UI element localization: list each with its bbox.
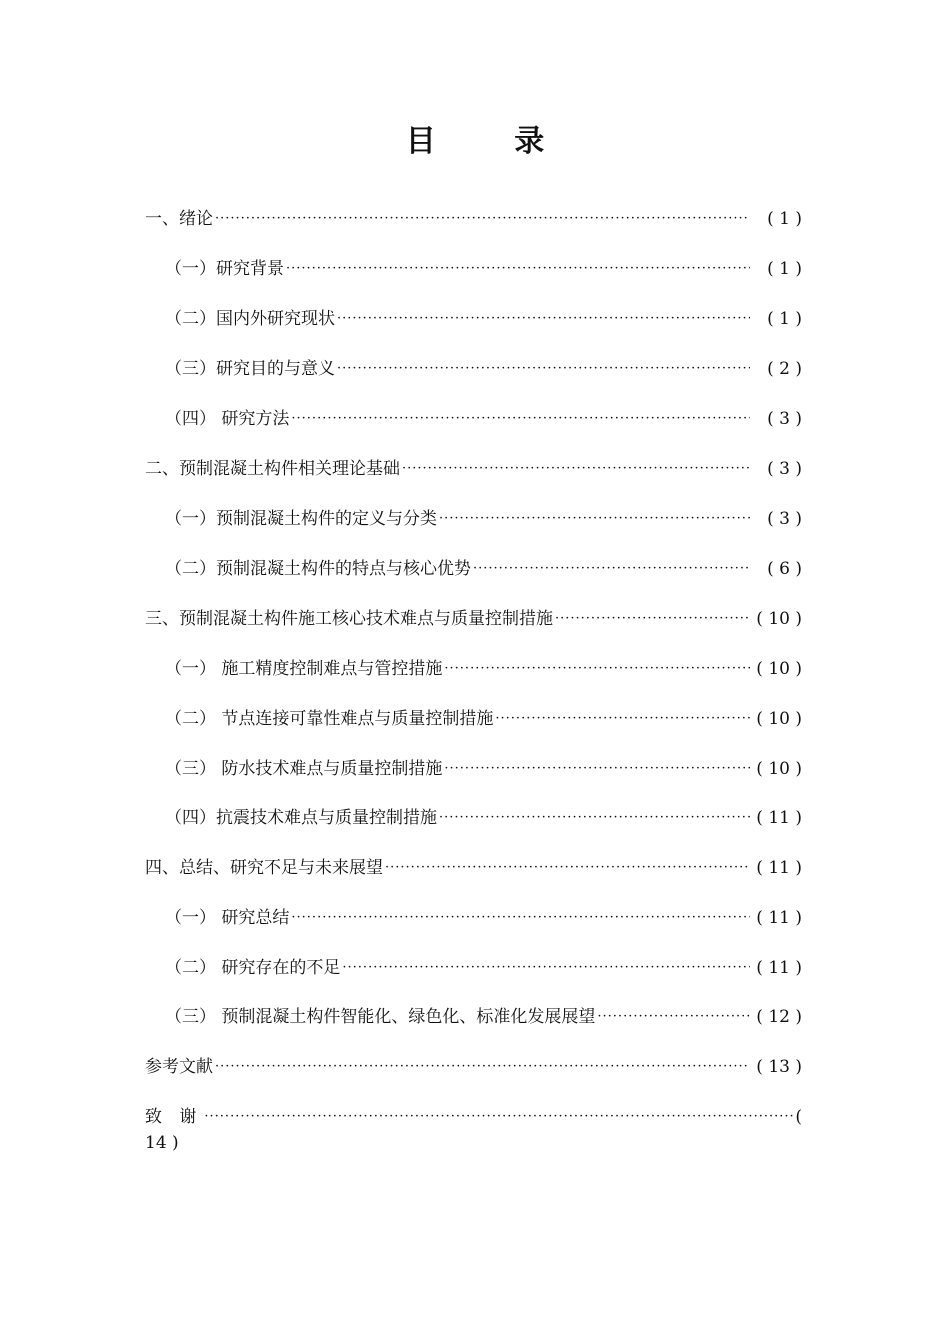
toc-entry-label: 参考文献 bbox=[145, 1057, 213, 1077]
toc-entry-3-3[interactable] bbox=[165, 756, 802, 782]
leader-dots bbox=[495, 706, 750, 732]
leader-dots bbox=[444, 756, 750, 782]
toc-entry-page: ( 10 ) bbox=[756, 659, 802, 679]
leader-dots bbox=[291, 905, 750, 931]
toc-entry-page-open: ( bbox=[795, 1107, 802, 1127]
toc-entry-page: ( 3 ) bbox=[767, 409, 802, 429]
toc-entry-4[interactable] bbox=[145, 855, 802, 881]
toc-entry-4-2[interactable] bbox=[165, 955, 802, 981]
toc-entry-4-3[interactable] bbox=[165, 1004, 802, 1030]
leader-dots bbox=[215, 1054, 750, 1080]
toc-entry-label: （二） 节点连接可靠性难点与质量控制措施 bbox=[165, 709, 494, 729]
toc-entry-label: （一） 研究总结 bbox=[165, 908, 290, 928]
toc-entry-1-3[interactable] bbox=[165, 356, 802, 382]
toc-entry-page: ( 11 ) bbox=[756, 808, 802, 828]
leader-dots bbox=[291, 406, 750, 432]
toc-entry-label: （一）预制混凝土构件的定义与分类 bbox=[165, 509, 437, 529]
toc-entry-page: ( 10 ) bbox=[756, 609, 802, 629]
toc-entry-1-4[interactable] bbox=[165, 406, 802, 432]
toc-entry-page: ( 11 ) bbox=[756, 908, 802, 928]
leader-dots bbox=[286, 256, 750, 282]
leader-dots bbox=[597, 1004, 750, 1030]
leader-dots bbox=[439, 805, 750, 831]
toc-entry-2[interactable] bbox=[145, 456, 802, 482]
toc-entry-label: （二）国内外研究现状 bbox=[165, 309, 335, 329]
toc-entry-page: ( 1 ) bbox=[767, 259, 802, 279]
toc-entry-page: ( 10 ) bbox=[756, 709, 802, 729]
leader-dots bbox=[342, 955, 750, 981]
toc-entry-label: （一）研究背景 bbox=[165, 259, 284, 279]
toc-entry-page: ( 11 ) bbox=[756, 958, 802, 978]
toc-entry-page: ( 3 ) bbox=[767, 459, 802, 479]
toc-entry-label: 二、预制混凝土构件相关理论基础 bbox=[145, 459, 400, 479]
leader-dots bbox=[444, 656, 750, 682]
toc-entry-label: 致 谢 bbox=[145, 1107, 203, 1127]
leader-dots bbox=[402, 456, 750, 482]
leader-dots bbox=[337, 356, 750, 382]
toc-entry-3-2[interactable] bbox=[165, 706, 802, 732]
toc-entry-page: ( 3 ) bbox=[767, 509, 802, 529]
leader-dots bbox=[439, 506, 750, 532]
toc-entry-label: （二）预制混凝土构件的特点与核心优势 bbox=[165, 559, 471, 579]
toc-entry-4-1[interactable] bbox=[165, 905, 802, 931]
toc-entry-label: （三） 防水技术难点与质量控制措施 bbox=[165, 759, 443, 779]
toc-entry-label: 一、绪论 bbox=[145, 209, 213, 229]
toc-entry-1[interactable] bbox=[145, 206, 802, 232]
toc-entry-label: （三）研究目的与意义 bbox=[165, 359, 335, 379]
leader-dots bbox=[204, 1104, 793, 1130]
toc-entry-references[interactable] bbox=[145, 1054, 802, 1080]
toc-entry-label: （一） 施工精度控制难点与管控措施 bbox=[165, 659, 443, 679]
leader-dots bbox=[215, 206, 750, 232]
toc-entry-acknowledgements[interactable] bbox=[145, 1104, 802, 1156]
toc-entry-3-1[interactable] bbox=[165, 656, 802, 682]
leader-dots bbox=[385, 855, 750, 881]
toc-entry-label: （二） 研究存在的不足 bbox=[165, 958, 341, 978]
toc-entry-label: （三） 预制混凝土构件智能化、绿色化、标准化发展展望 bbox=[165, 1007, 596, 1027]
toc-entry-page: ( 12 ) bbox=[756, 1007, 802, 1027]
toc-entry-label: 四、总结、研究不足与未来展望 bbox=[145, 858, 383, 878]
toc-entry-label: 三、预制混凝土构件施工核心技术难点与质量控制措施 bbox=[145, 609, 553, 629]
leader-dots bbox=[555, 606, 750, 632]
toc-entry-3[interactable] bbox=[145, 606, 802, 632]
toc-entry-1-1[interactable] bbox=[165, 256, 802, 282]
toc-entry-label: （四） 研究方法 bbox=[165, 409, 290, 429]
toc-entry-page: ( 2 ) bbox=[767, 359, 802, 379]
toc-entry-2-1[interactable] bbox=[165, 506, 802, 532]
leader-dots bbox=[473, 556, 750, 582]
page-title: 目 录 bbox=[405, 124, 579, 159]
toc-entry-page: ( 10 ) bbox=[756, 759, 802, 779]
toc-entry-page: ( 13 ) bbox=[756, 1057, 802, 1077]
toc-entry-page: ( 11 ) bbox=[756, 858, 802, 878]
toc-entry-page-wrapped: 14 ) bbox=[145, 1133, 179, 1153]
leader-dots bbox=[337, 306, 750, 332]
toc-entry-label: （四）抗震技术难点与质量控制措施 bbox=[165, 808, 437, 828]
toc-entry-2-2[interactable] bbox=[165, 556, 802, 582]
toc-entry-page: ( 6 ) bbox=[767, 559, 802, 579]
toc-entry-1-2[interactable] bbox=[165, 306, 802, 332]
toc-entry-page: ( 1 ) bbox=[767, 209, 802, 229]
toc-entry-3-4[interactable] bbox=[165, 805, 802, 831]
toc-entry-page: ( 1 ) bbox=[767, 309, 802, 329]
